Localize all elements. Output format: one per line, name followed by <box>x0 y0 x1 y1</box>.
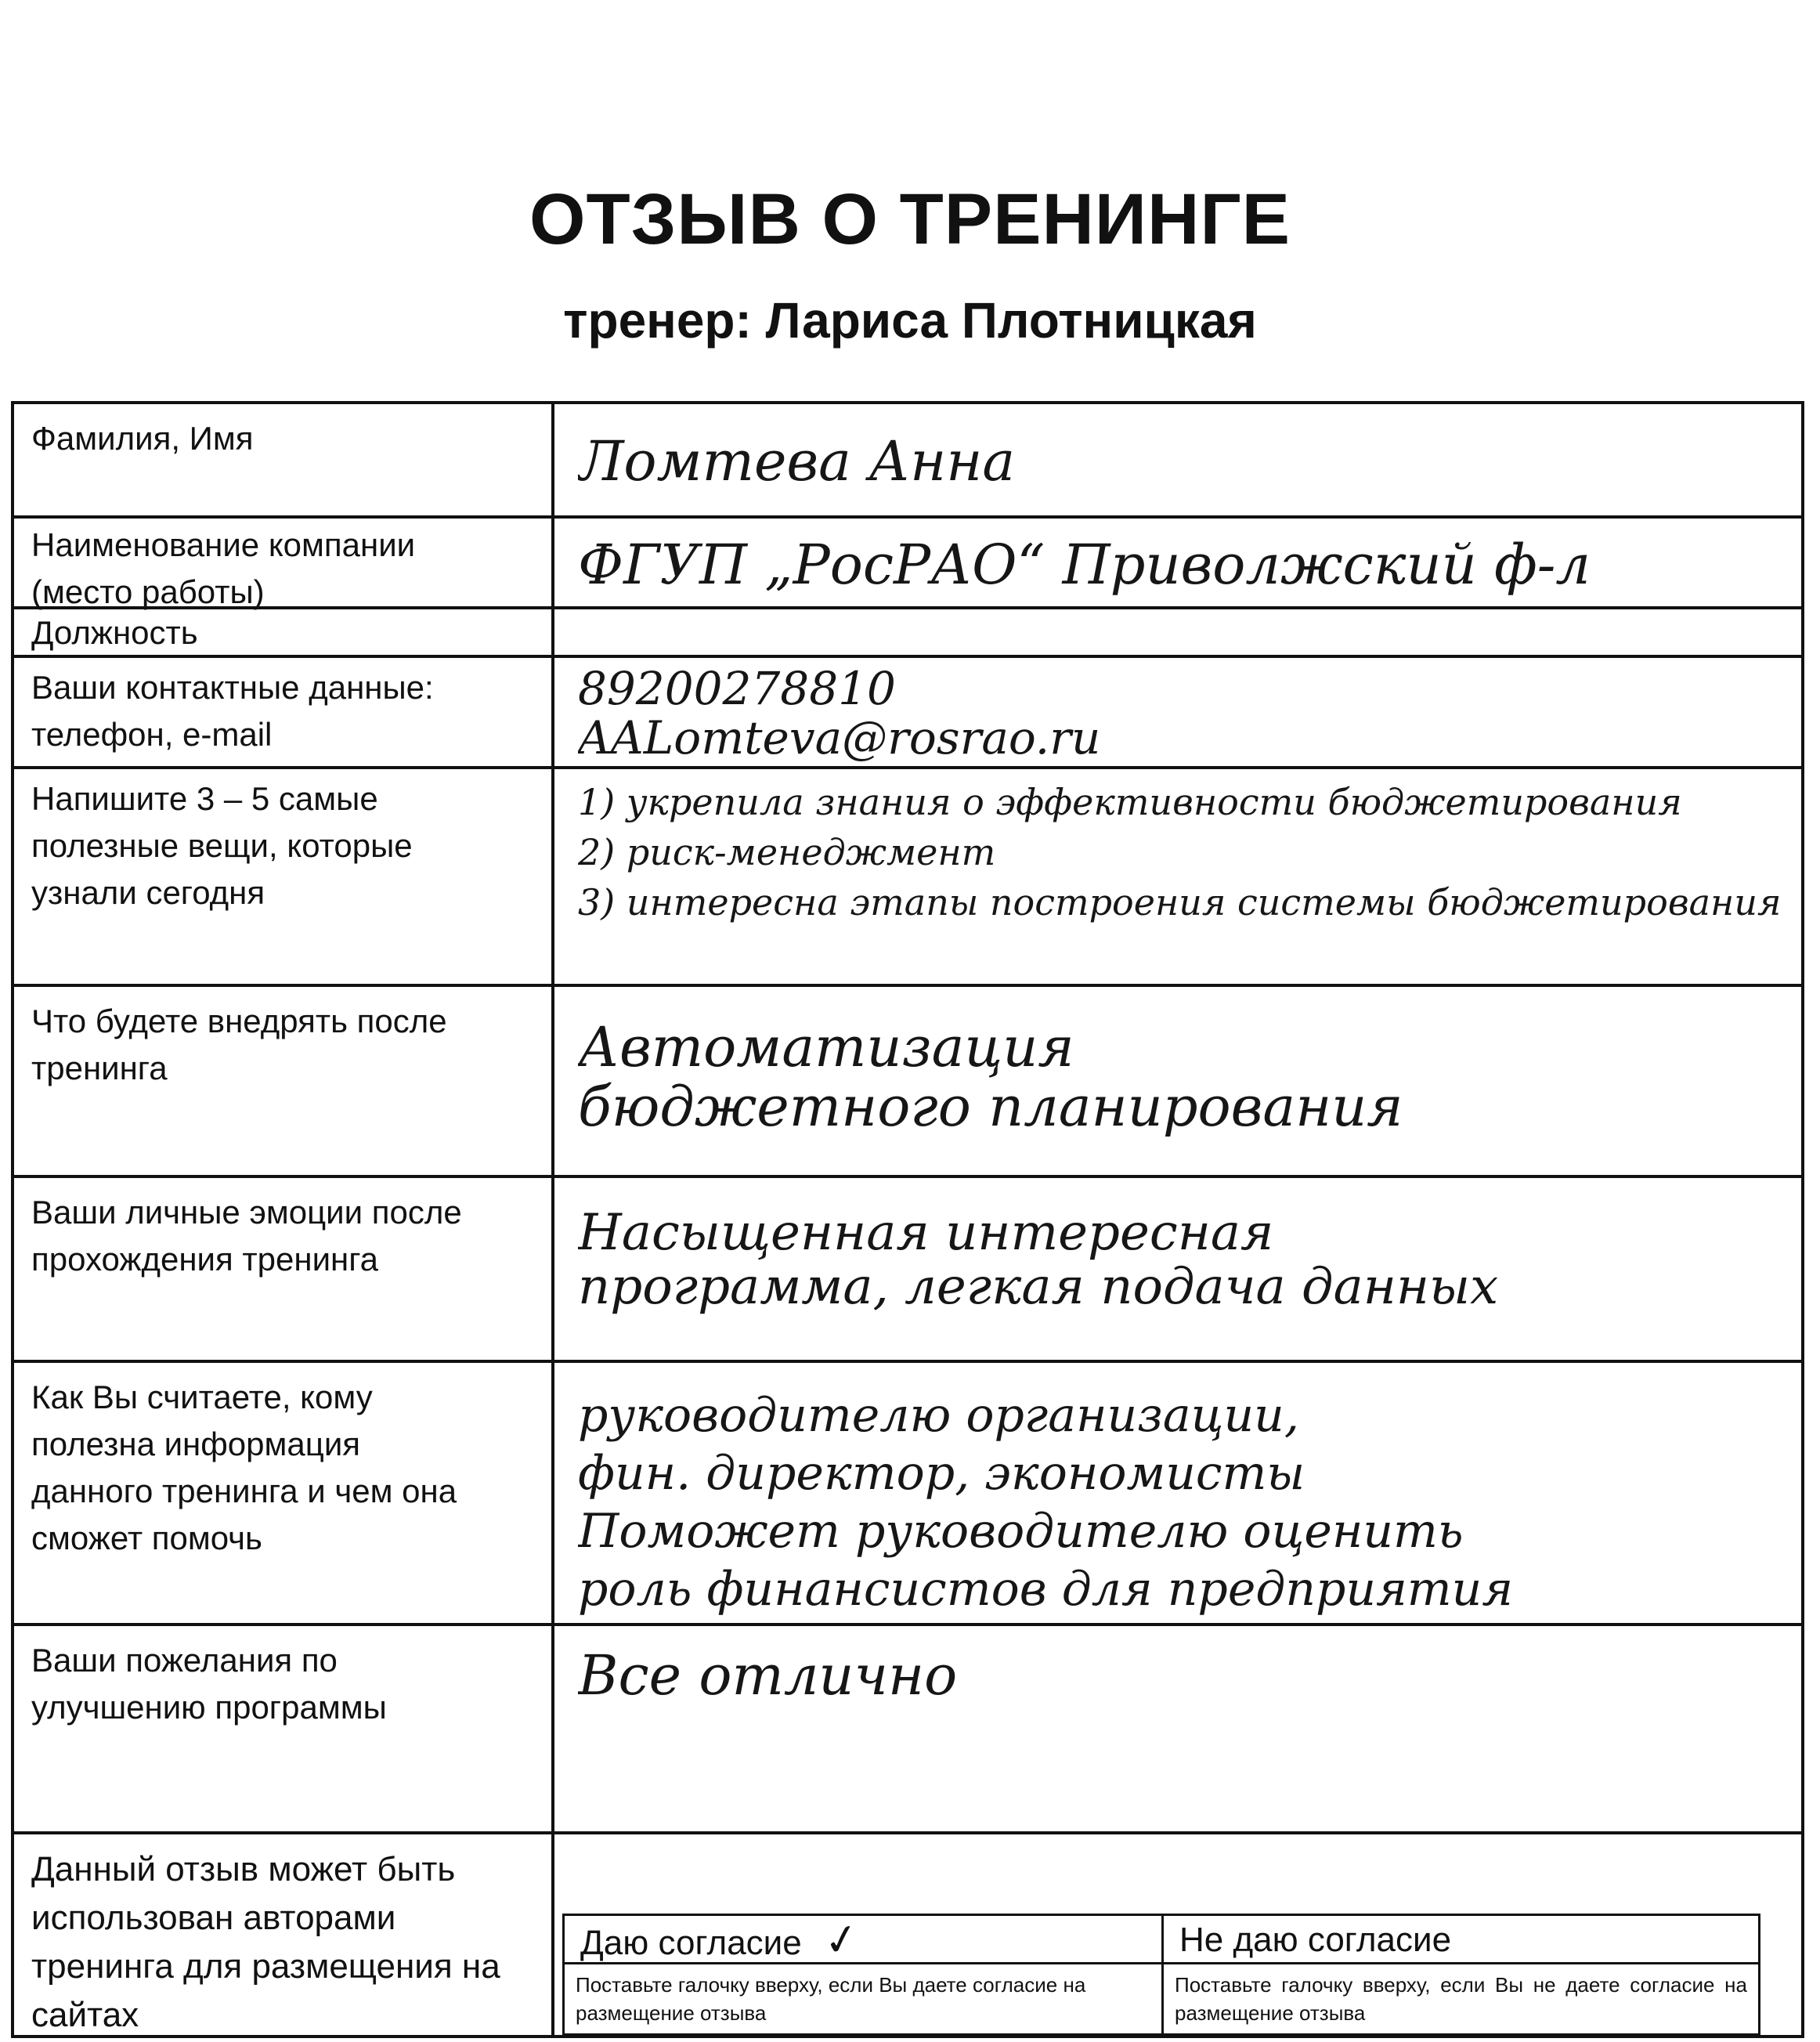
answer-wishes[interactable]: Все отлично <box>578 1646 958 1706</box>
label-full-name: Фамилия, Имя <box>31 420 254 457</box>
answer-full-name[interactable]: Ломтева Анна <box>578 432 1016 492</box>
row-who-benefits <box>14 1363 1801 1626</box>
trainer-subtitle: тренер: Лариса Плотницкая <box>563 292 1257 349</box>
row-wishes <box>14 1626 1801 1834</box>
answer-useful-things[interactable]: 1) укрепила знания о эффективности бюджетирования 2) риск-менеджмент 3) интересна этапы построения системы бюджетирования <box>578 781 1782 923</box>
answer-company[interactable]: ФГУП „РосРАО“ Приволжский ф-л <box>578 536 1591 595</box>
consent-box <box>562 1914 1760 2036</box>
label-publication-consent: Данный отзыв может быть использован авторами тренинга для размещения на сайтах <box>31 1850 500 2034</box>
label-useful-things: Напишите 3 – 5 самые полезные вещи, которые узнали сегодня <box>31 780 413 911</box>
consent-give-label: Даю согласие <box>580 1924 802 1962</box>
row-position <box>14 609 1801 658</box>
row-company <box>14 519 1801 609</box>
answer-emotions[interactable]: Насыщенная интересная программа, легкая подача данных <box>578 1206 1499 1315</box>
label-contacts: Ваши контактные данные: телефон, e-mail <box>31 669 434 753</box>
label-wishes: Ваши пожелания по улучшению программы <box>31 1642 387 1726</box>
check-mark-icon: ✓ <box>819 1912 864 1968</box>
answer-who-benefits[interactable]: руководителю организации, фин. директор, экономисты Поможет руководителю оценить роль финансистов для предприятия <box>578 1388 1514 1617</box>
label-company: Наименование компании (место работы) <box>31 526 416 610</box>
label-who-benefits: Как Вы считаете, кому полезна информация данного тренинга и чем она сможет помочь <box>31 1379 457 1556</box>
row-full-name <box>14 404 1801 519</box>
form-title: ОТЗЫВ О ТРЕНИНГЕ <box>529 179 1291 259</box>
answer-implementation[interactable]: Автоматизация бюджетного планирования <box>578 1018 1403 1137</box>
consent-deny-option[interactable] <box>1164 1916 1758 2033</box>
answer-contacts[interactable]: 89200278810 AALomteva@rosrao.ru <box>578 664 1101 763</box>
consent-deny-label: Не даю согласие <box>1179 1921 1452 1959</box>
row-contacts <box>14 658 1801 769</box>
row-useful-things <box>14 769 1801 987</box>
feedback-form-table <box>11 401 1804 2038</box>
consent-give-checkbox[interactable] <box>565 1912 1161 1968</box>
consent-deny-checkbox[interactable] <box>1164 1916 1758 1964</box>
consent-give-option[interactable] <box>565 1912 1164 2033</box>
label-implementation: Что будете внедрять после тренинга <box>31 1003 447 1086</box>
row-implementation <box>14 987 1801 1178</box>
label-position: Должность <box>31 614 198 651</box>
consent-give-hint: Поставьте галочку вверху, если Вы даете согласие на размещение отзыва <box>576 1973 1086 2025</box>
label-emotions: Ваши личные эмоции после прохождения тренинга <box>31 1194 462 1278</box>
consent-deny-hint: Поставьте галочку вверху, если Вы не даете согласие на размещение отзыва <box>1175 1973 1747 2025</box>
row-emotions <box>14 1178 1801 1363</box>
